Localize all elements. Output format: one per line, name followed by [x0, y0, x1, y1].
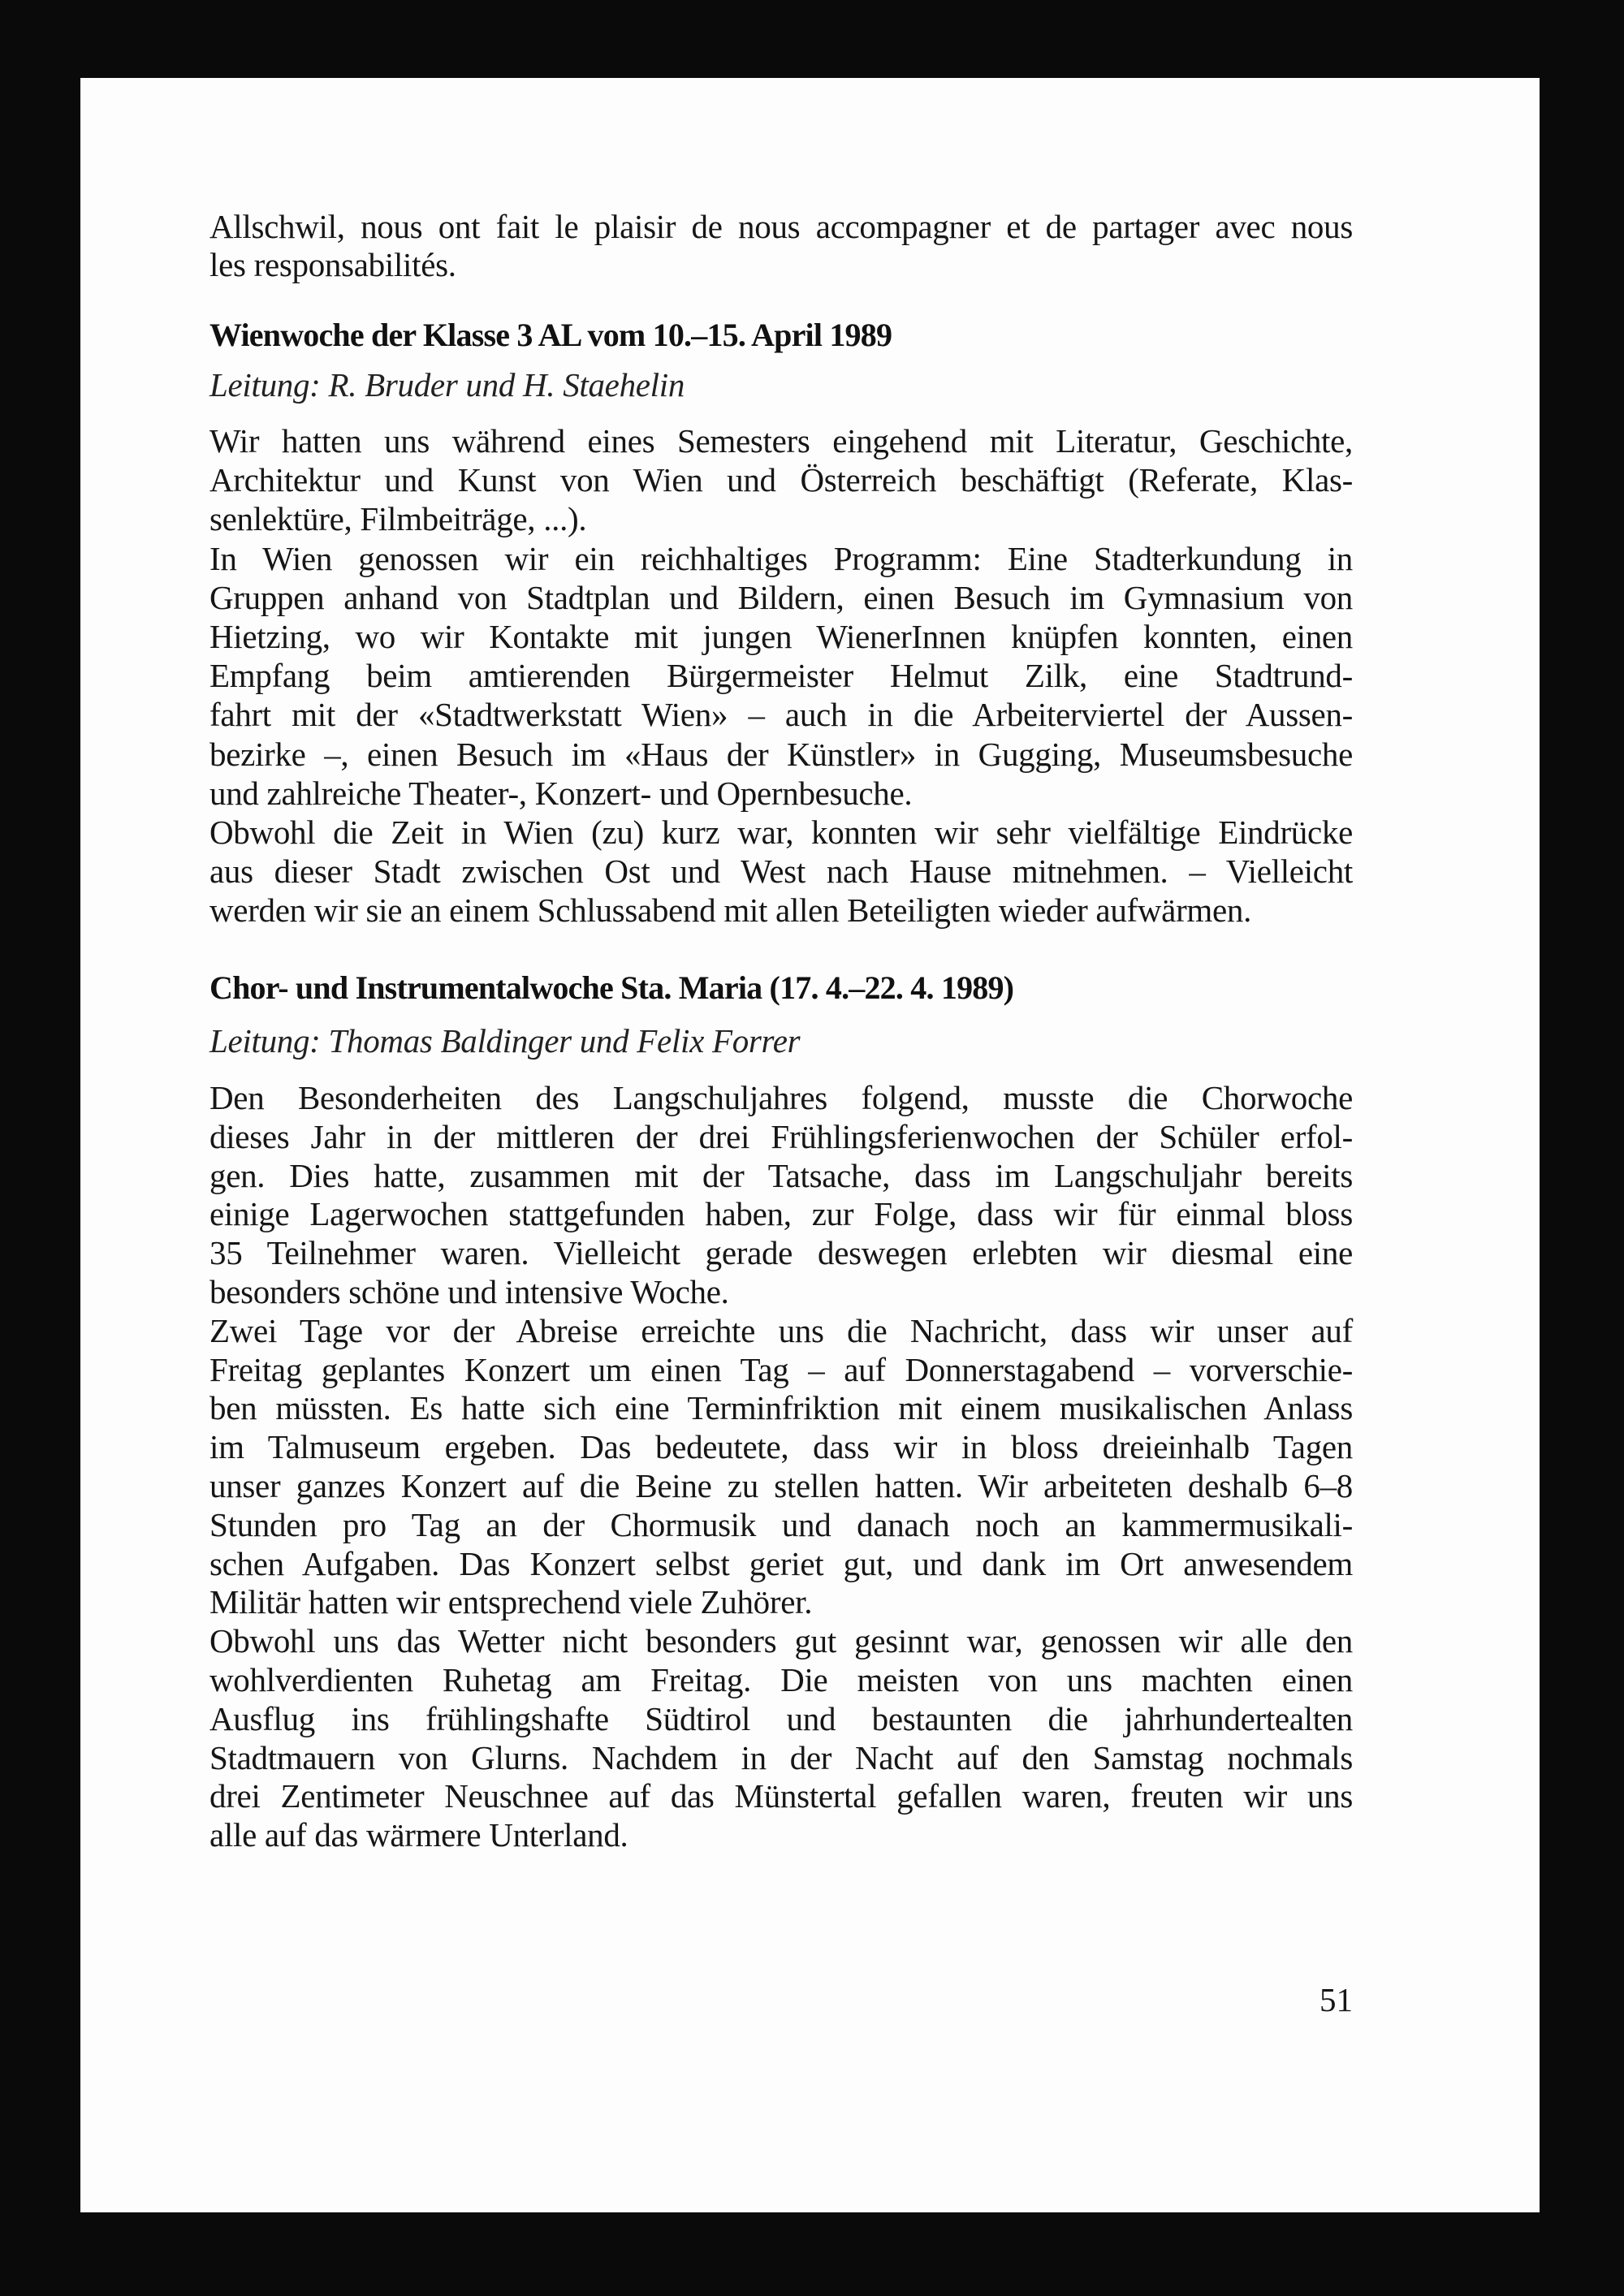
chorwoche-paragraph-line: Stadtmauern von Glurns. Nachdem in der Nacht auf den Samstag nochmals — [209, 1738, 1353, 1776]
chorwoche-paragraph-line: 35 Teilnehmer waren. Vielleicht gerade deswegen erlebten wir diesmal eine — [209, 1234, 1353, 1272]
chorwoche-paragraph-line: alle auf das wärmere Unterland. — [209, 1816, 628, 1854]
wienwoche-paragraph-line: Wir hatten uns während eines Semesters eingehend mit Literatur, Geschichte, — [209, 422, 1353, 460]
wienwoche-paragraph-line: und zahlreiche Theater-, Konzert- und Opernbesuche. — [209, 774, 913, 812]
wienwoche-paragraph-line: werden wir sie an einem Schlussabend mit allen Beteiligten wieder aufwärmen. — [209, 891, 1252, 930]
page-number: 51 — [1320, 1981, 1353, 2018]
wienwoche-paragraph-line: Hietzing, wo wir Kontakte mit jungen WienerInnen knüpfen konnten, einen — [209, 618, 1353, 655]
chorwoche-paragraph-line: unser ganzes Konzert auf die Beine zu stellen hatten. Wir arbeiteten deshalb 6–8 — [209, 1467, 1353, 1504]
chorwoche-paragraph-line: im Talmuseum ergeben. Das bedeutete, dass wir in bloss dreieinhalb Tagen — [209, 1428, 1353, 1466]
wienwoche-paragraph-line: fahrt mit der «Stadtwerkstatt Wien» – auch in die Arbeiterviertel der Aussen- — [209, 696, 1353, 734]
wienwoche-paragraph-line: bezirke –, einen Besuch im «Haus der Künstler» in Gugging, Museumsbesuche — [209, 735, 1353, 773]
chorwoche-paragraph-line: Den Besonderheiten des Langschuljahres folgend, musste die Chorwoche — [209, 1079, 1353, 1116]
intro-paragraph-line: Allschwil, nous ont fait le plaisir de nous accompagner et de partager avec nous — [209, 208, 1353, 245]
chorwoche-paragraph-line: Zwei Tage vor der Abreise erreichte uns die Nachricht, dass wir unser auf — [209, 1311, 1353, 1349]
wienwoche-paragraph-line: aus dieser Stadt zwischen Ost und West nach Hause mitnehmen. – Vielleicht — [209, 852, 1353, 891]
section-lead-chorwoche: Leitung: Thomas Baldinger und Felix Forrer — [209, 1022, 801, 1060]
wienwoche-paragraph-line: Obwohl die Zeit in Wien (zu) kurz war, konnten wir sehr vielfältige Eindrücke — [209, 814, 1353, 851]
wienwoche-paragraph-line: Architektur und Kunst von Wien und Österreich beschäftigt (Referate, Klas- — [209, 461, 1353, 499]
chorwoche-paragraph-line: besonders schöne und intensive Woche. — [209, 1273, 729, 1310]
intro-paragraph-line: les responsabilités. — [209, 246, 456, 283]
wienwoche-paragraph-line: senlektüre, Filmbeiträge, ...). — [209, 500, 587, 538]
chorwoche-paragraph-line: einige Lagerwochen stattgefunden haben, zur Folge, dass wir für einmal bloss — [209, 1195, 1353, 1233]
chorwoche-paragraph-line: drei Zentimeter Neuschnee auf das Münstertal gefallen waren, freuten wir uns — [209, 1777, 1353, 1815]
chorwoche-paragraph-line: Freitag geplantes Konzert um einen Tag – auf Donnerstagabend – vorverschie- — [209, 1350, 1353, 1388]
chorwoche-paragraph-line: Ausflug ins frühlingshafte Südtirol und bestaunten die jahrhundertealten — [209, 1699, 1353, 1737]
wienwoche-paragraph-line: Gruppen anhand von Stadtplan und Bildern, einen Besuch im Gymnasium von — [209, 578, 1353, 616]
chorwoche-paragraph-line: gen. Dies hatte, zusammen mit der Tatsache, dass im Langschuljahr bereits — [209, 1156, 1353, 1194]
chorwoche-paragraph-line: schen Aufgaben. Das Konzert selbst geriet gut, und dank im Ort anwesendem — [209, 1544, 1353, 1582]
chorwoche-paragraph-line: ben müssten. Es hatte sich eine Terminfriktion mit einem musikalischen Anlass — [209, 1389, 1353, 1427]
chorwoche-paragraph-line: Stunden pro Tag an der Chormusik und danach noch an kammermusikali- — [209, 1505, 1353, 1543]
section-heading-wienwoche: Wienwoche der Klasse 3 AL vom 10.–15. April 1989 — [209, 317, 892, 353]
chorwoche-paragraph-line: Obwohl uns das Wetter nicht besonders gut gesinnt war, genossen wir alle den — [209, 1622, 1353, 1660]
chorwoche-paragraph-line: Militär hatten wir entsprechend viele Zuhörer. — [209, 1583, 813, 1621]
section-heading-chorwoche: Chor- und Instrumentalwoche Sta. Maria (17. 4.–22. 4. 1989) — [209, 969, 1014, 1006]
chorwoche-paragraph-line: dieses Jahr in der mittleren der drei Frühlingsferienwochen der Schüler erfol- — [209, 1117, 1353, 1155]
wienwoche-paragraph-line: In Wien genossen wir ein reichhaltiges Programm: Eine Stadterkundung in — [209, 539, 1353, 577]
wienwoche-paragraph-line: Empfang beim amtierenden Bürgermeister Helmut Zilk, eine Stadtrund- — [209, 657, 1353, 695]
section-lead-wienwoche: Leitung: R. Bruder und H. Staehelin — [209, 366, 685, 404]
chorwoche-paragraph-line: wohlverdienten Ruhetag am Freitag. Die meisten von uns machten einen — [209, 1661, 1353, 1698]
